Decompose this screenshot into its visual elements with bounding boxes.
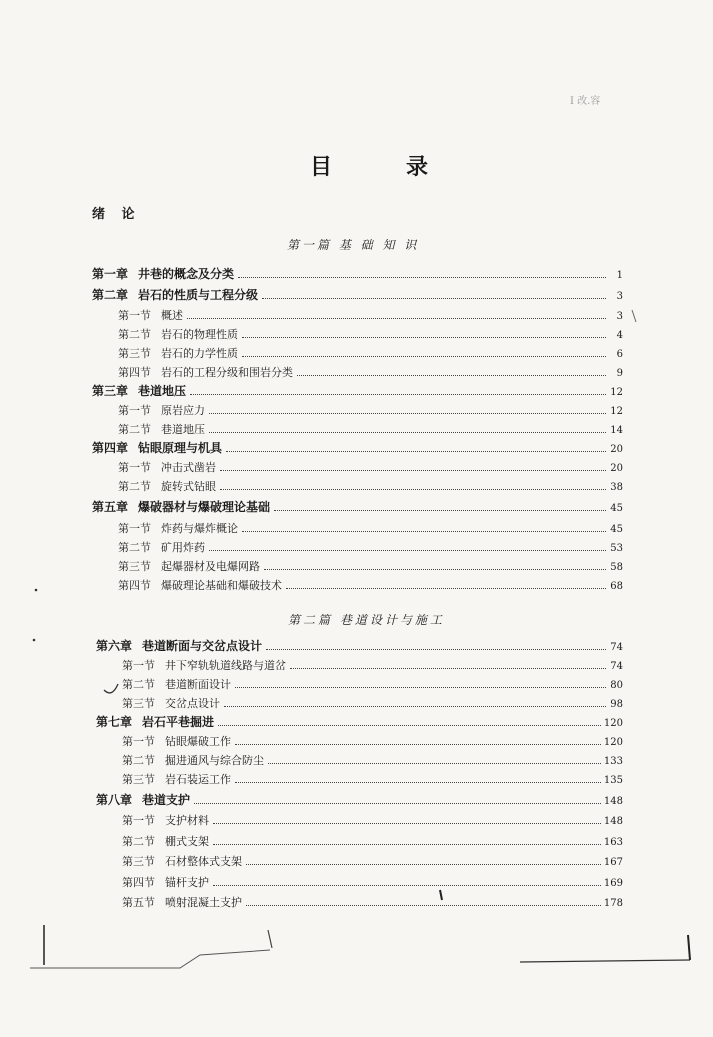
toc-page-number: 58 [610, 562, 623, 573]
toc-page-number: 74 [610, 642, 623, 653]
toc-entry-number: 第二节 [118, 328, 151, 341]
toc-entry-title: 钻眼原理与机具 [138, 441, 223, 455]
header-handwritten-mark: I 改.容 [570, 96, 601, 107]
toc-page-number: 148 [603, 816, 623, 827]
toc-entry-number: 第一节 [118, 522, 151, 535]
toc-page-number: 6 [616, 349, 623, 360]
toc-entry-title: 巷道支护 [142, 793, 191, 807]
title-char-left: 目 [310, 154, 335, 180]
toc-entry-number: 第六章 [96, 639, 133, 653]
toc-entry-number: 第一章 [92, 267, 129, 281]
toc-entry-number: 第二节 [118, 541, 151, 554]
toc-entry-title: 概述 [161, 309, 183, 322]
toc-entry-title: 支护材料 [165, 814, 209, 827]
toc-page-number: 12 [610, 406, 623, 417]
toc-entry-number: 第四章 [92, 441, 129, 455]
toc-page-number: 120 [603, 737, 623, 748]
toc-entry-title: 掘进通风与综合防尘 [165, 754, 264, 767]
part-one-title: 第一篇 基 础 知 识 [287, 238, 420, 252]
toc-page-number: 135 [603, 775, 623, 786]
toc-entry-number: 第二节 [118, 480, 151, 493]
toc-entry-number: 第三节 [122, 855, 155, 868]
toc-page-number: 12 [610, 387, 623, 398]
title-char-right: 录 [405, 154, 430, 180]
toc-page-number: 45 [610, 524, 623, 535]
toc-entry-title: 爆破理论基础和爆破技术 [161, 579, 282, 592]
toc-page-number: 53 [610, 543, 623, 554]
toc-entry-title: 井下窄轨轨道线路与道岔 [165, 659, 286, 672]
toc-entry-number: 第四节 [118, 366, 151, 379]
toc-page-number: 1 [616, 270, 623, 281]
toc-entry-title: 岩石的物理性质 [161, 328, 238, 341]
toc-entry-title: 岩石的性质与工程分级 [138, 288, 259, 302]
toc-entry-title: 锚杆支护 [165, 876, 209, 889]
toc-page-number: 120 [603, 718, 623, 729]
toc-page-number: 45 [610, 503, 623, 514]
toc-page-number: 3 [616, 311, 623, 322]
toc-page-number: 163 [603, 837, 623, 848]
toc-page-number: 38 [610, 482, 623, 493]
toc-entry-title: 岩石装运工作 [165, 773, 231, 786]
toc-entry-title: 岩石的工程分级和围岩分类 [161, 366, 293, 379]
toc-entry-number: 第三章 [92, 384, 129, 398]
toc-entry-title: 巷道断面设计 [165, 678, 231, 691]
toc-entry-title: 冲击式凿岩 [161, 461, 216, 474]
toc-page-number: 20 [610, 463, 623, 474]
toc-page-number: 20 [610, 444, 623, 455]
toc-entry-title: 矿用炸药 [161, 541, 205, 554]
toc-page-number: 74 [610, 661, 623, 672]
toc-page-number: 133 [603, 756, 623, 767]
toc-entry-number: 第三节 [122, 697, 155, 710]
toc-entry-number: 第一节 [118, 309, 151, 322]
toc-entry-number: 第五章 [92, 500, 129, 514]
toc-entry-number: 第一节 [122, 735, 155, 748]
toc-entry-number: 第七章 [96, 715, 133, 729]
toc-entry-title: 巷道地压 [138, 384, 187, 398]
toc-page-number: 3 [616, 291, 623, 302]
toc-page-number: 14 [610, 425, 623, 436]
toc-entry-title: 钻眼爆破工作 [165, 735, 231, 748]
toc-entry-title: 岩石的力学性质 [161, 347, 238, 360]
toc-entry-title: 井巷的概念及分类 [138, 267, 235, 281]
toc-entry-title: 原岩应力 [161, 404, 205, 417]
toc-page-number: 80 [610, 680, 623, 691]
toc-page-number: 148 [603, 796, 623, 807]
toc-entry-number: 第五节 [122, 896, 155, 909]
toc-entry-number: 第三节 [118, 347, 151, 360]
toc-entry-title: 岩石平巷掘进 [142, 715, 215, 729]
toc-entry-title: 旋转式钻眼 [161, 480, 216, 493]
toc-entry-number: 第一节 [122, 659, 155, 672]
toc-entry-number: 第三节 [118, 560, 151, 573]
toc-entry-number: 第二章 [92, 288, 129, 302]
toc-page-number: 9 [616, 368, 623, 379]
toc-entry-title: 交岔点设计 [165, 697, 220, 710]
toc-entry-number: 第四节 [118, 579, 151, 592]
toc-page-number: 4 [616, 330, 623, 341]
toc-entry-title: 喷射混凝土支护 [165, 896, 242, 909]
toc-entry-number: 第二节 [122, 754, 155, 767]
toc-entry-title: 炸药与爆炸概论 [161, 522, 238, 535]
toc-page-number: 169 [603, 878, 623, 889]
toc-page-number: 178 [603, 898, 623, 909]
toc-entry-title: 巷道断面与交岔点设计 [142, 639, 263, 653]
toc-entry-number: 第八章 [96, 793, 133, 807]
toc-entry-number: 第二节 [122, 678, 155, 691]
toc-entry-title: 棚式支架 [165, 835, 209, 848]
toc-page-number: 167 [603, 857, 623, 868]
toc-entry-title: 巷道地压 [161, 423, 205, 436]
toc-entry-number: 第二节 [122, 835, 155, 848]
introduction-heading: 绪 论 [92, 207, 141, 222]
toc-entry-number: 第二节 [118, 423, 151, 436]
toc-page-number: 68 [610, 581, 623, 592]
toc-entry-title: 爆破器材与爆破理论基础 [138, 500, 271, 514]
toc-entry-title: 石材整体式支架 [165, 855, 242, 868]
toc-entry-title: 起爆器材及电爆网路 [161, 560, 260, 573]
toc-entry-number: 第一节 [118, 461, 151, 474]
toc-entry-number: 第四节 [122, 876, 155, 889]
part-two-title: 第二篇 巷道设计与施工 [288, 613, 445, 627]
toc-entry-number: 第三节 [122, 773, 155, 786]
toc-entry-number: 第一节 [118, 404, 151, 417]
toc-page-number: 98 [610, 699, 623, 710]
toc-entry-number: 第一节 [122, 814, 155, 827]
